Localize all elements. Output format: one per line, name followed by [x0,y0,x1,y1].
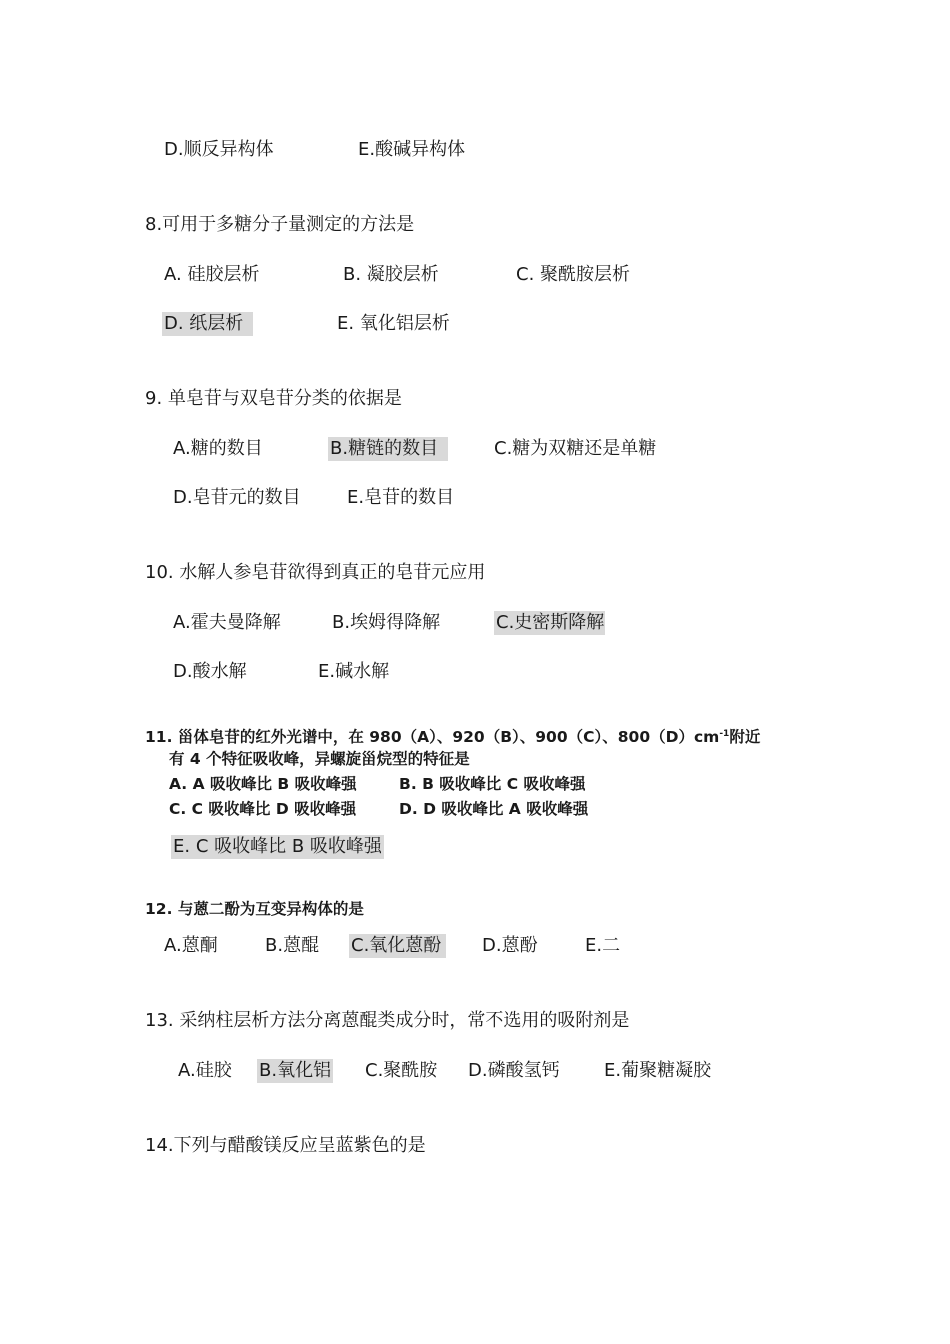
q13-option-e: E.葡聚糖凝胶 [604,1060,712,1081]
q12-stem: 12. 与蒽二酚为互变异构体的是 [145,900,364,918]
q11-option-d: D. D 吸收峰比 A 吸收峰强 [399,800,589,818]
q13-option-b-highlighted: B.氧化铝 [259,1060,332,1081]
q13-option-d: D.磷酸氢钙 [468,1060,560,1081]
q12-option-c-highlighted: C.氧化蒽酚 [349,934,446,958]
q12-option-b: B.蒽醌 [265,935,320,956]
q13-option-c: C.聚酰胺 [365,1060,438,1081]
q11-option-c: C. C 吸收峰比 D 吸收峰强 [169,800,357,818]
q11-option-e-highlighted: E. C 吸收峰比 B 吸收峰强 [173,836,382,857]
q8-option-d-highlighted: D. 纸层析 [162,312,253,336]
q7-option-e: E.酸碱异构体 [358,139,466,160]
q8-option-a: A. 硅胶层析 [164,264,260,285]
q7-option-d: D.顺反异构体 [164,139,274,160]
q10-stem: 10. 水解人参皂苷欲得到真正的皂苷元应用 [145,562,486,583]
q9-option-e: E.皂苷的数目 [347,487,455,508]
q11-option-a: A. A 吸收峰比 B 吸收峰强 [169,775,357,793]
q12-option-e: E.二 [585,935,621,956]
q11-stem-part2: 附近 [729,728,761,746]
q9-option-a: A.糖的数目 [173,438,263,459]
q14-stem: 14.下列与醋酸镁反应呈蓝紫色的是 [145,1135,426,1156]
q11-stem-line2: 有 4 个特征吸收峰，异螺旋甾烷型的特征是 [169,750,470,768]
q10-option-a: A.霍夫曼降解 [173,612,281,633]
q8-option-e: E. 氧化铝层析 [337,313,450,334]
q9-option-c: C.糖为双糖还是单糖 [494,438,657,459]
q12-option-d: D.蒽酚 [482,935,538,956]
q10-option-d: D.酸水解 [173,661,247,682]
q13-stem: 13. 采纳柱层析方法分离蒽醌类成分时，常不选用的吸附剂是 [145,1010,630,1031]
q10-option-b: B.埃姆得降解 [332,612,441,633]
q9-stem: 9. 单皂苷与双皂苷分类的依据是 [145,388,402,409]
q9-option-b-highlighted: B.糖链的数目 [328,437,448,461]
q8-option-c: C. 聚酰胺层析 [516,264,631,285]
q11-stem-superscript: -1 [719,729,730,739]
q10-option-e: E.碱水解 [318,661,390,682]
q13-option-a: A.硅胶 [178,1060,232,1081]
q8-stem: 8.可用于多糖分子量测定的方法是 [145,214,415,235]
q10-option-c-highlighted: C.史密斯降解 [496,612,605,633]
q11-stem-part1: 11. 甾体皂苷的红外光谱中，在 980（A）、920（B）、900（C）、800（D）cm [145,728,720,746]
q11-option-b: B. B 吸收峰比 C 吸收峰强 [399,775,586,793]
q11-stem-line1 [145,723,760,748]
q8-option-b: B. 凝胶层析 [343,264,439,285]
q9-option-d: D.皂苷元的数目 [173,487,301,508]
q12-option-a: A.蒽酮 [164,935,218,956]
